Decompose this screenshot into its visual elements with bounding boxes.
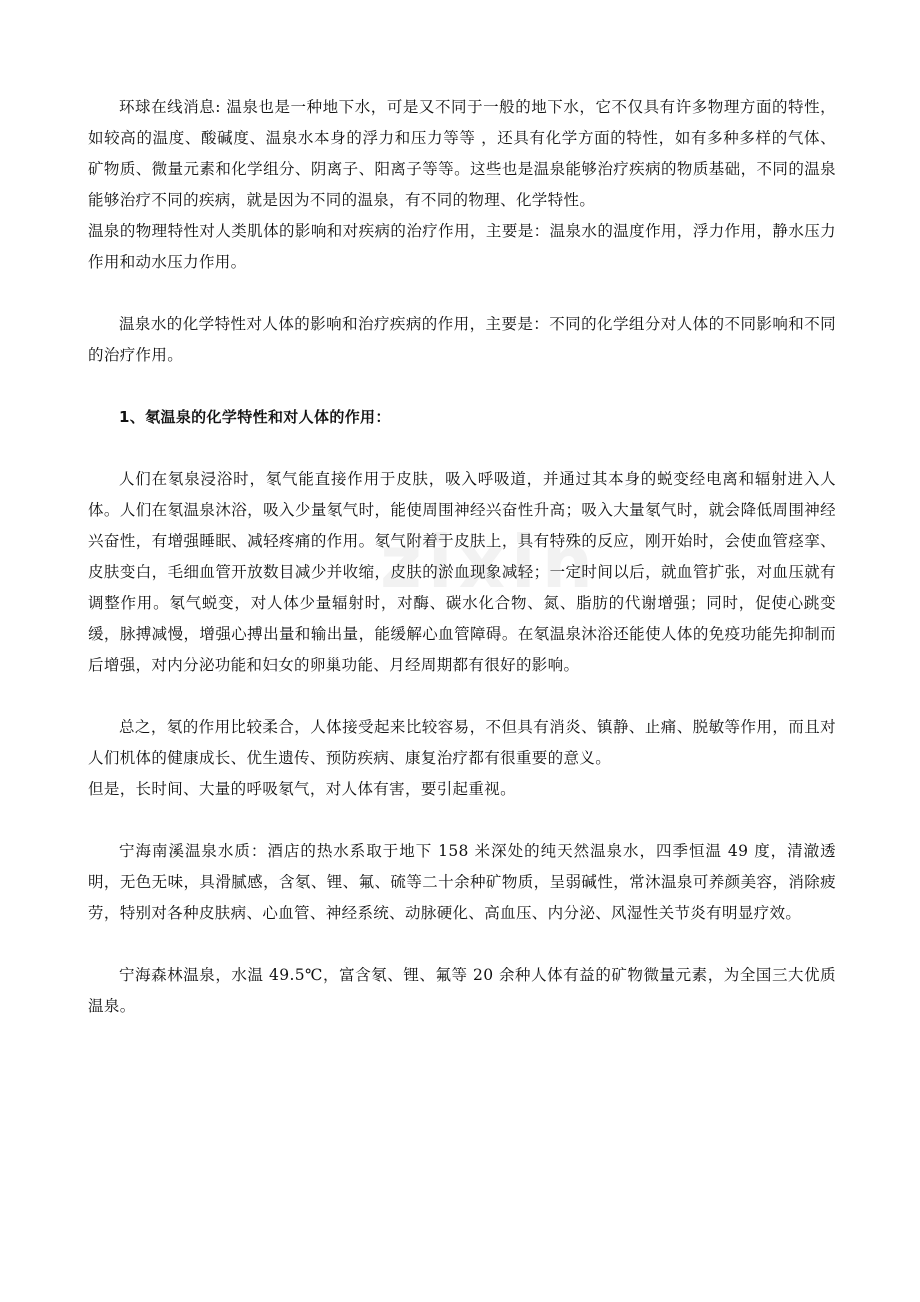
- paragraph-nanxi-spring: 宁海南溪温泉水质：酒店的热水系取于地下 158 米深处的纯天然温泉水，四季恒温 49 度，清澈透明，无色无味，具滑腻感，含氡、锂、氟、硫等二十余种矿物质，呈弱碱性，常沐温泉可养颜美容，消除疲劳，特别对各种皮肤病、心血管、神经系统、动脉硬化、高血压、内分泌、风湿性关节炎有明显疗效。: [88, 842, 836, 922]
- watermark: zixin: [380, 520, 599, 604]
- paragraph-physical-properties: 温泉的物理特性对人类肌体的影响和对疾病的治疗作用，主要是：温泉水的温度作用，浮力作用，静水压力作用和动水压力作用。: [88, 222, 836, 271]
- spacer: [88, 681, 836, 712]
- spacer: [88, 371, 836, 402]
- spacer: [88, 433, 836, 464]
- paragraph-radon-summary: 总之，氡的作用比较柔合，人体接受起来比较容易，不但具有消炎、镇静、止痛、脱敏等作用，而且对人们机体的健康成长、优生遗传、预防疾病、康复治疗都有很重要的意义。: [88, 718, 836, 767]
- paragraph-forest-spring: 宁海森林温泉，水温 49.5℃，富含氡、锂、氟等 20 余种人体有益的矿物微量元素，为全国三大优质温泉。: [88, 966, 836, 1015]
- spacer: [88, 805, 836, 836]
- paragraph-radon-warning: 但是，长时间、大量的呼吸氡气，对人体有害，要引起重视。: [88, 780, 516, 798]
- spacer: [88, 278, 836, 309]
- paragraph-chemical-properties: 温泉水的化学特性对人体的影响和治疗疾病的作用，主要是：不同的化学组分对人体的不同影响和不同的治疗作用。: [88, 315, 836, 364]
- section-heading-radon: 1、氡温泉的化学特性和对人体的作用：: [119, 408, 391, 426]
- document-body: [88, 92, 836, 1022]
- paragraph-radon-effects: 人们在氡泉浸浴时，氡气能直接作用于皮肤，吸入呼吸道，并通过其本身的蜕变经电离和辐射进入人体。人们在氡温泉沐浴，吸入少量氡气时，能使周围神经兴奋性升高；吸入大量氡气时，就会降低周围神经兴奋性，有增强睡眠、减轻疼痛的作用。氡气附着于皮肤上，具有特殊的反应，刚开始时，会使血管痉挛、皮肤变白，毛细血管开放数目减少并收缩，皮肤的淤血现象减轻；一定时间以后，就血管扩张，对血压就有调整作用。氡气蜕变，对人体少量辐射时，对酶、碳水化合物、氮、脂肪的代谢增强；同时，促使心跳变缓，脉搏减慢，增强心搏出量和输出量，能缓解心血管障碍。在氡温泉沐浴还能使人体的免疫功能先抑制而后增强，对内分泌功能和妇女的卵巢功能、月经周期都有很好的影响。: [88, 470, 836, 674]
- paragraph-intro: 环球在线消息: 温泉也是一种地下水，可是又不同于一般的地下水，它不仅具有许多物理方面的特性，如较高的温度、酸碱度、温泉水本身的浮力和压力等等 ，还具有化学方面的特性，如有多种多样的气体、矿物质、微量元素和化学组分、阴离子、阳离子等等。这些也是温泉能够治疗疾病的物质基础，不同的温泉能够治疗不同的疾病，就是因为不同的温泉，有不同的物理、化学特性。: [88, 98, 836, 209]
- spacer: [88, 929, 836, 960]
